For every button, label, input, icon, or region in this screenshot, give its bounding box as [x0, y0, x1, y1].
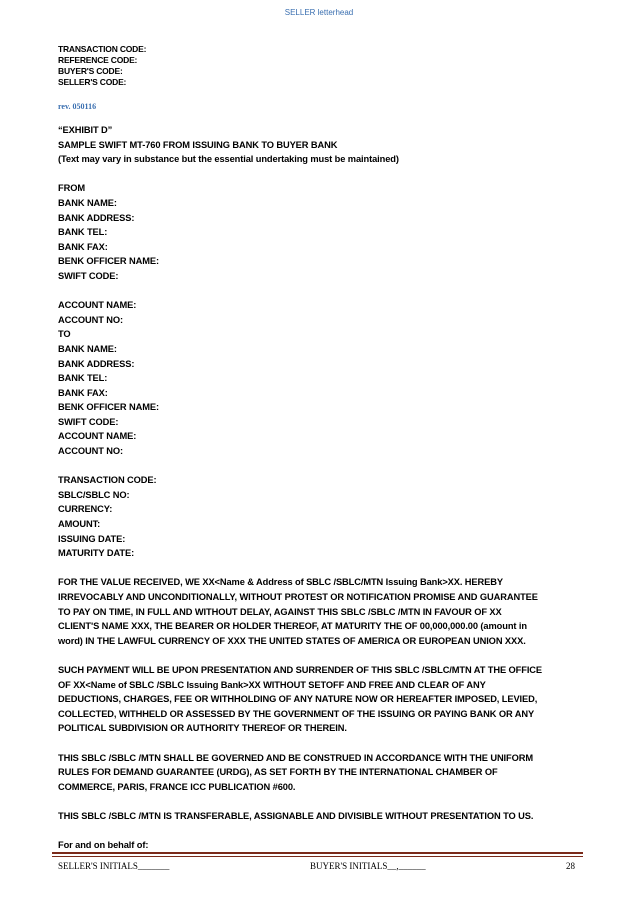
field-line: ACCOUNT NAME: [58, 300, 137, 311]
transaction-code-label: TRANSACTION CODE: [58, 44, 147, 54]
document-subtitle: SAMPLE SWIFT MT-760 FROM ISSUING BANK TO BUYER BANK [58, 139, 338, 150]
field-line: BANK TEL: [58, 373, 108, 384]
field-line: BENK OFFICER NAME: [58, 402, 159, 413]
transaction-block [58, 473, 583, 561]
field-line: TO [58, 329, 71, 340]
payment-undertaking-paragraph [58, 575, 583, 648]
document-note: (Text may vary in substance but the essential undertaking must be maintained) [58, 154, 399, 165]
field-line: BANK FAX: [58, 387, 108, 398]
governing-rules-paragraph [58, 751, 583, 795]
field-line: SWIFT CODE: [58, 416, 119, 427]
field-line: MATURITY DATE: [58, 548, 135, 559]
field-line: AMOUNT: [58, 519, 101, 530]
field-line: CURRENCY: [58, 504, 113, 515]
field-line: BANK ADDRESS: [58, 358, 135, 369]
document-body [58, 123, 583, 853]
field-line: ISSUING DATE: [58, 533, 126, 544]
codes-block [58, 44, 146, 88]
paragraph-line: FOR THE VALUE RECEIVED, WE XX<Name & Address of SBLC /SBLC/MTN Issuing Bank>XX. HEREBY [58, 577, 503, 588]
sellers-code-label: SELLER'S CODE: [58, 77, 127, 87]
paragraph-line: OF XX<Name of SBLC /SBLC Issuing Bank>XX WITHOUT SETOFF AND FREE AND CLEAR OF ANY [58, 679, 486, 690]
field-line: BANK NAME: [58, 197, 117, 208]
page-number: 28 [566, 861, 575, 871]
paragraph-line: COLLECTED, WITHHELD OR ASSESSED BY THE GOVERNMENT OF THE ISSUING OR PAYING BANK OR ANY [58, 708, 535, 719]
buyers-code-label: BUYER'S CODE: [58, 66, 123, 76]
transferability-paragraph: THIS SBLC /SBLC /MTN IS TRANSFERABLE, ASSIGNABLE AND DIVISIBLE WITHOUT PRESENTATION TO US. [58, 810, 534, 821]
footer-rule [52, 852, 583, 854]
field-line: BANK FAX: [58, 241, 108, 252]
field-line: FROM [58, 183, 85, 194]
field-line: BENK OFFICER NAME: [58, 256, 159, 267]
paragraph-line: CLIENT'S NAME XXX, THE BEARER OR HOLDER THEREOF, AT MATURITY THE OF 00,000,000.00 (amount in [58, 621, 527, 632]
paragraph-line: POLITICAL SUBDIVISION OR AUTHORITY THEREOF OR THEREIN. [58, 723, 347, 734]
paragraph-line: IRREVOCABLY AND UNCONDITIONALLY, WITHOUT PROTEST OR NOTIFICATION PROMISE AND GUARANTEE [58, 592, 538, 602]
from-block [58, 181, 583, 283]
field-line: ACCOUNT NAME: [58, 431, 137, 442]
field-line: SWIFT CODE: [58, 270, 119, 281]
account-block [58, 298, 583, 459]
footer-rule-thin [52, 856, 583, 857]
paragraph-line: THIS SBLC /SBLC /MTN SHALL BE GOVERNED AND BE CONSTRUED IN ACCORDANCE WITH THE UNIFORM [58, 752, 534, 763]
revision-number: rev. 050116 [58, 102, 97, 111]
field-line: SBLC/SBLC NO: [58, 489, 130, 500]
field-line: ACCOUNT NO: [58, 314, 124, 325]
paragraph-line: SUCH PAYMENT WILL BE UPON PRESENTATION AND SURRENDER OF THIS SBLC /SBLC/MTN AT THE OFFICE [58, 664, 543, 675]
field-line: TRANSACTION CODE: [58, 475, 157, 486]
letterhead: SELLER letterhead [284, 8, 354, 17]
paragraph-line: COMMERCE, PARIS, FRANCE ICC PUBLICATION #600. [58, 781, 296, 792]
field-line: ACCOUNT NO: [58, 446, 124, 457]
field-line: BANK NAME: [58, 343, 117, 354]
reference-code-label: REFERENCE CODE: [58, 55, 138, 65]
paragraph-line: RULES FOR DEMAND GUARANTEE (URDG), AS SET FORTH BY THE INTERNATIONAL CHAMBER OF [58, 767, 498, 778]
field-line: BANK ADDRESS: [58, 212, 135, 223]
paragraph-line: word) IN THE LAWFUL CURRENCY OF XXX THE UNITED STATES OF AMERICA OR EUROPEAN UNION XXX. [58, 635, 526, 646]
payment-conditions-paragraph [58, 663, 583, 736]
exhibit-title: “EXHIBIT D” [58, 125, 113, 135]
paragraph-line: TO PAY ON TIME, IN FULL AND WITHOUT DELAY, AGAINST THIS SBLC /SBLC /MTN IN FAVOUR OF XX [58, 606, 502, 617]
closing-line: For and on behalf of: [58, 840, 149, 851]
buyer-initials: BUYER'S INITIALS__,______ [310, 861, 426, 871]
seller-initials: SELLER'S INITIALS_______ [58, 861, 170, 871]
field-line: BANK TEL: [58, 227, 108, 238]
paragraph-line: DEDUCTIONS, CHARGES, FEE OR WITHHOLDING OF ANY NATURE NOW OR HEREAFTER IMPOSED, LEVIED, [58, 694, 538, 705]
